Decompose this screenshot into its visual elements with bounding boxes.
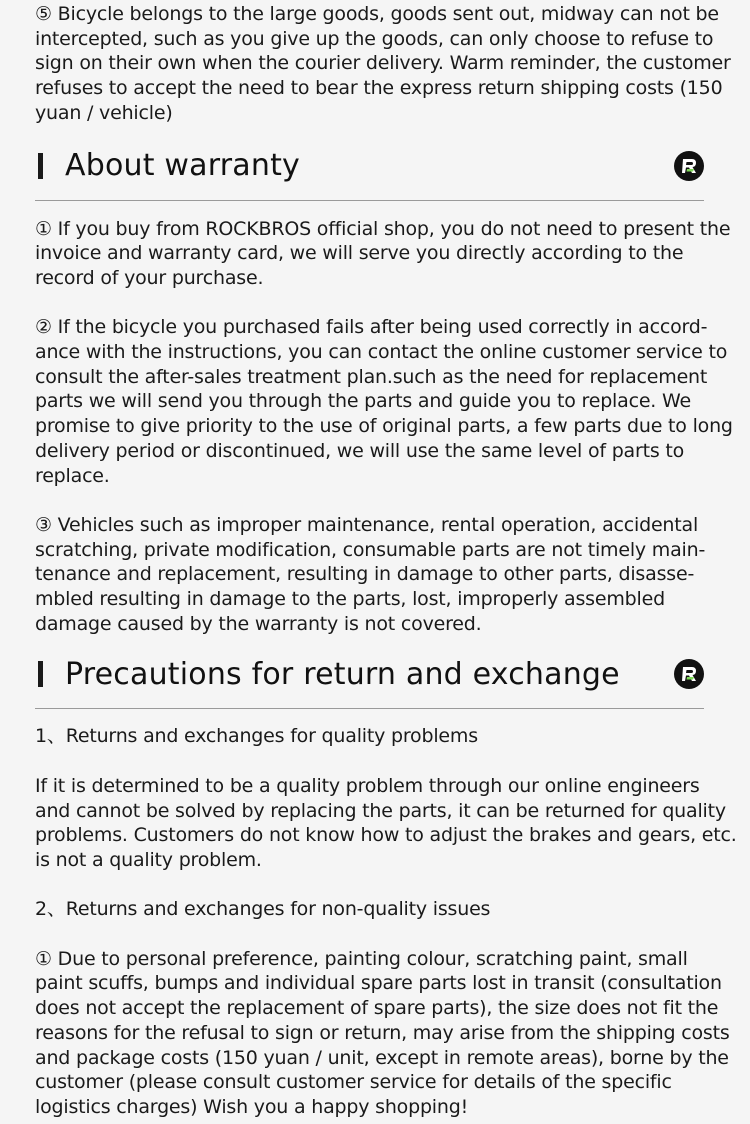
quality-problems-heading: 1、Returns and exchanges for quality problems (35, 725, 478, 748)
precautions-title: Precautions for return and exchange (65, 656, 620, 692)
warranty-title: About warranty (65, 148, 301, 184)
rockbros-logo-icon (674, 151, 704, 181)
warranty-divider (35, 200, 704, 201)
quality-problems-text: If it is determined to be a quality problem through our online engineers and cannot be solved by replacing the parts, it can be returned for quality problems. Customers do not know how to adjust the brakes and gears, etc. is not a quality problem. (35, 774, 737, 871)
non-quality-issues-text: ① Due to personal preference, painting colour, scratching paint, small paint scuffs, bumps and individual spare parts lost in transit (consultation does not accept the replacement of spare parts), the size does not fit the reasons for the refusal to sign or return, may arise from the shipping costs and package costs (150 yuan / unit, except in remote areas), borne by the customer (please consult customer service for details of the specific logistics charges) Wish you a happy shopping! (35, 947, 730, 1118)
warranty-item-3: ③ Vehicles such as improper maintenance, rental operation, accidental scratching, private modification, consumable parts are not timely main-tenance and replacement, resulting in damage to other parts, disasse-mbled resulting in damage to the parts, lost, improperly assembled damage caused by the warranty is not covered. (35, 513, 706, 635)
warranty-heading (35, 142, 740, 190)
warranty-item-2: ② If the bicycle you purchased fails after being used correctly in accord-ance with the instructions, you can contact the online customer service to consult the after-sales treatment plan.such as the need for replacement parts we will send you through the parts and guide you to replace. We promise to give priority to the use of original parts, a few parts due to long delivery period or discontinued, we will use the same level of parts to replace. (35, 316, 733, 487)
heading-bar (38, 153, 43, 179)
non-quality-issues-heading: 2、Returns and exchanges for non-quality issues (35, 898, 491, 921)
precautions-divider (35, 708, 704, 709)
warranty-item-1: ① If you buy from ROCKBROS official shop, you do not need to present the invoice and warranty card, we will serve you directly according to the record of your purchase. (35, 217, 731, 289)
precautions-heading (35, 650, 740, 698)
heading-bar (38, 661, 43, 687)
bicycle-large-goods-paragraph: ⑤ Bicycle belongs to the large goods, goods sent out, midway can not be intercepted, such as you give up the goods, can only choose to refuse to sign on their own when the courier delivery. Warm reminder, the customer refuses to accept the need to bear the express return shipping costs (150 yuan / vehicle) (35, 3, 731, 124)
rockbros-logo-icon (674, 659, 704, 689)
